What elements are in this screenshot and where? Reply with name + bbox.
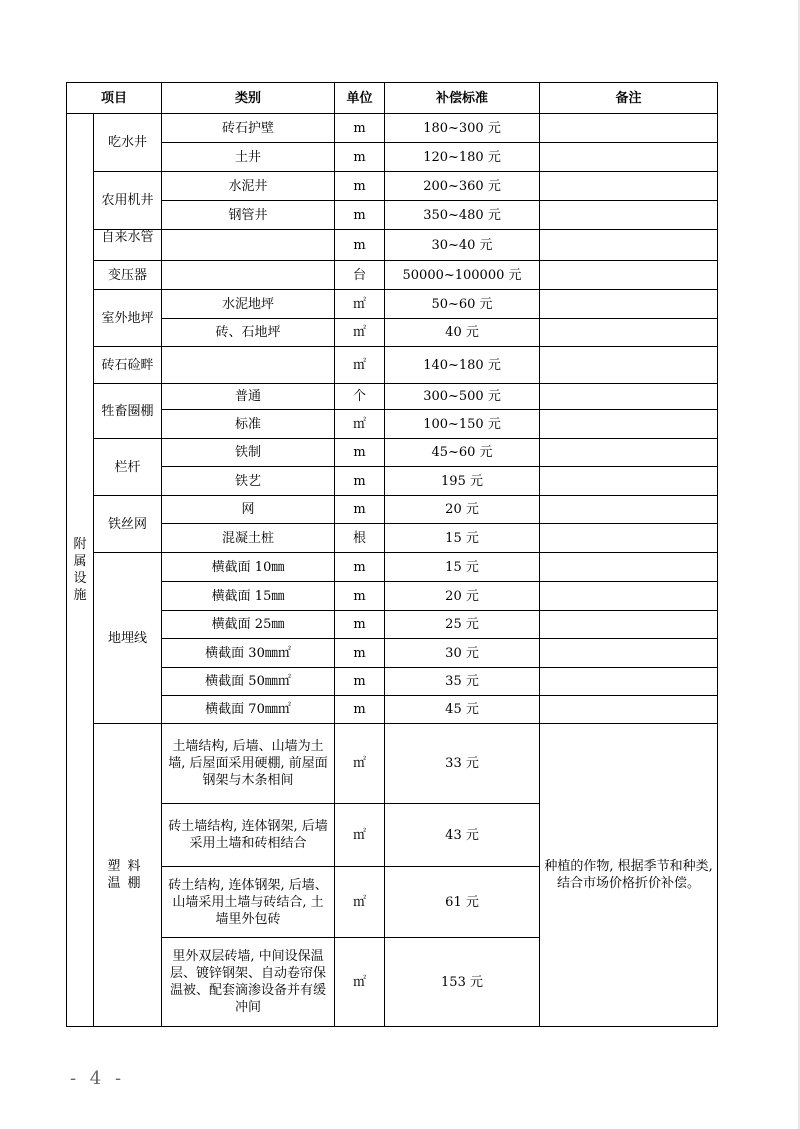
unit-cell: m — [335, 439, 385, 467]
item-label: 吃水井 — [94, 114, 162, 172]
unit-cell: m — [335, 696, 385, 724]
item-label: 铁丝网 — [94, 496, 162, 553]
category-cell — [162, 230, 335, 261]
remarks-cell — [540, 496, 718, 524]
item-label: 自来水管 — [94, 230, 162, 261]
table-row — [67, 319, 718, 347]
table-row — [67, 668, 718, 696]
table-row — [67, 384, 718, 410]
standard-cell: 120~180 元 — [385, 143, 540, 172]
standard-cell: 25 元 — [385, 611, 540, 639]
standard-cell: 45~60 元 — [385, 439, 540, 467]
remarks-cell — [540, 439, 718, 467]
category-cell: 里外双层砖墙, 中间设保温层、镀锌钢架、自动卷帘保温被、配套滴渗设备并有缓冲间 — [162, 938, 335, 1027]
table-row — [67, 611, 718, 639]
unit-cell: m — [335, 553, 385, 582]
remarks-cell — [540, 553, 718, 582]
standard-cell: 100~150 元 — [385, 410, 540, 439]
header-row — [67, 83, 718, 114]
table-row — [67, 290, 718, 319]
remarks-cell — [540, 410, 718, 439]
item-label: 农用机井 — [94, 172, 162, 230]
table-row — [67, 410, 718, 439]
table-row — [67, 143, 718, 172]
unit-cell: m — [335, 496, 385, 524]
unit-cell: m — [335, 668, 385, 696]
unit-cell: ㎡ — [335, 804, 385, 867]
standard-cell: 300~500 元 — [385, 384, 540, 410]
unit-cell: 个 — [335, 384, 385, 410]
standard-cell: 350~480 元 — [385, 201, 540, 230]
standard-cell: 43 元 — [385, 804, 540, 867]
category-cell: 普通 — [162, 384, 335, 410]
page-number: - 4 - — [70, 1068, 126, 1089]
unit-cell: m — [335, 143, 385, 172]
category-cell: 水泥井 — [162, 172, 335, 201]
unit-cell: m — [335, 230, 385, 261]
category-cell: 横截面 25㎜ — [162, 611, 335, 639]
remarks-cell — [540, 524, 718, 553]
unit-cell: ㎡ — [335, 347, 385, 384]
remarks-cell — [540, 290, 718, 319]
standard-cell: 50~60 元 — [385, 290, 540, 319]
compensation-table — [66, 82, 718, 1027]
remarks-cell — [540, 582, 718, 611]
unit-cell: ㎡ — [335, 938, 385, 1027]
table-row — [67, 201, 718, 230]
unit-cell: ㎡ — [335, 867, 385, 938]
table-row — [67, 496, 718, 524]
unit-cell: m — [335, 201, 385, 230]
remarks-cell — [540, 611, 718, 639]
remarks-cell — [540, 467, 718, 496]
remarks-cell — [540, 347, 718, 384]
header-category: 类别 — [162, 83, 335, 114]
category-cell: 横截面 10㎜ — [162, 553, 335, 582]
category-cell: 混凝土桩 — [162, 524, 335, 553]
item-label: 砖石硷畔 — [94, 347, 162, 384]
category-cell: 砖土结构, 连体钢架, 后墙、山墙采用土墙与砖结合, 土墙里外包砖 — [162, 867, 335, 938]
item-label: 栏杆 — [94, 439, 162, 496]
category-cell: 横截面 15㎜ — [162, 582, 335, 611]
table-row — [67, 172, 718, 201]
remarks-cell — [540, 384, 718, 410]
remarks-cell — [540, 201, 718, 230]
header-project: 项目 — [67, 83, 162, 114]
item-label: 室外地坪 — [94, 290, 162, 347]
remarks-cell — [540, 172, 718, 201]
remarks-cell — [540, 639, 718, 668]
unit-cell: ㎡ — [335, 724, 385, 804]
category-cell: 横截面 30㎜㎡ — [162, 639, 335, 668]
item-label: 牲畜圈棚 — [94, 384, 162, 439]
remarks-cell — [540, 143, 718, 172]
remarks-cell — [540, 696, 718, 724]
header-unit: 单位 — [335, 83, 385, 114]
category-cell: 砖土墙结构, 连体钢架, 后墙采用土墙和砖相结合 — [162, 804, 335, 867]
unit-cell: m — [335, 639, 385, 668]
remarks-cell — [540, 319, 718, 347]
standard-cell: 50000~100000 元 — [385, 261, 540, 290]
category-cell: 土墙结构, 后墙、山墙为土墙, 后屋面采用硬棚, 前屋面钢架与木条相间 — [162, 724, 335, 804]
table-row — [67, 524, 718, 553]
standard-cell: 140~180 元 — [385, 347, 540, 384]
unit-cell: ㎡ — [335, 290, 385, 319]
item-label: 地埋线 — [94, 553, 162, 724]
category-cell — [162, 261, 335, 290]
unit-cell: m — [335, 172, 385, 201]
table-row — [67, 261, 718, 290]
category-cell: 标准 — [162, 410, 335, 439]
standard-cell: 40 元 — [385, 319, 540, 347]
category-cell: 网 — [162, 496, 335, 524]
greenhouse-note: 种植的作物, 根据季节和种类, 结合市场价格折价补偿。 — [540, 724, 718, 1027]
standard-cell: 195 元 — [385, 467, 540, 496]
unit-cell: m — [335, 611, 385, 639]
item-label: 变压器 — [94, 261, 162, 290]
table-row — [67, 347, 718, 384]
standard-cell: 45 元 — [385, 696, 540, 724]
category-cell: 铁艺 — [162, 467, 335, 496]
table-row — [67, 639, 718, 668]
table-row — [67, 696, 718, 724]
header-standard: 补偿标准 — [385, 83, 540, 114]
unit-cell: 根 — [335, 524, 385, 553]
category-cell: 横截面 50㎜㎡ — [162, 668, 335, 696]
group-label: 附属设施 — [67, 114, 94, 1027]
table-row — [67, 230, 718, 261]
standard-cell: 61 元 — [385, 867, 540, 938]
unit-cell: m — [335, 114, 385, 143]
category-cell: 水泥地坪 — [162, 290, 335, 319]
standard-cell: 20 元 — [385, 582, 540, 611]
category-cell: 铁制 — [162, 439, 335, 467]
unit-cell: ㎡ — [335, 319, 385, 347]
table-row — [67, 553, 718, 582]
unit-cell: 台 — [335, 261, 385, 290]
table-row — [67, 724, 718, 804]
standard-cell: 35 元 — [385, 668, 540, 696]
category-cell — [162, 347, 335, 384]
standard-cell: 33 元 — [385, 724, 540, 804]
remarks-cell — [540, 261, 718, 290]
remarks-cell — [540, 114, 718, 143]
table-row — [67, 582, 718, 611]
standard-cell: 180~300 元 — [385, 114, 540, 143]
standard-cell: 15 元 — [385, 524, 540, 553]
standard-cell: 30~40 元 — [385, 230, 540, 261]
category-cell: 土井 — [162, 143, 335, 172]
table-row — [67, 114, 718, 143]
header-remarks: 备注 — [540, 83, 718, 114]
standard-cell: 15 元 — [385, 553, 540, 582]
category-cell: 砖、石地坪 — [162, 319, 335, 347]
remarks-cell — [540, 668, 718, 696]
unit-cell: ㎡ — [335, 410, 385, 439]
unit-cell: m — [335, 467, 385, 496]
table-row — [67, 467, 718, 496]
standard-cell: 153 元 — [385, 938, 540, 1027]
table-row — [67, 439, 718, 467]
standard-cell: 200~360 元 — [385, 172, 540, 201]
unit-cell: m — [335, 582, 385, 611]
standard-cell: 20 元 — [385, 496, 540, 524]
category-cell: 钢管井 — [162, 201, 335, 230]
category-cell: 横截面 70㎜㎡ — [162, 696, 335, 724]
item-label: 塑料温棚 — [94, 724, 162, 1027]
remarks-cell — [540, 230, 718, 261]
standard-cell: 30 元 — [385, 639, 540, 668]
category-cell: 砖石护壁 — [162, 114, 335, 143]
